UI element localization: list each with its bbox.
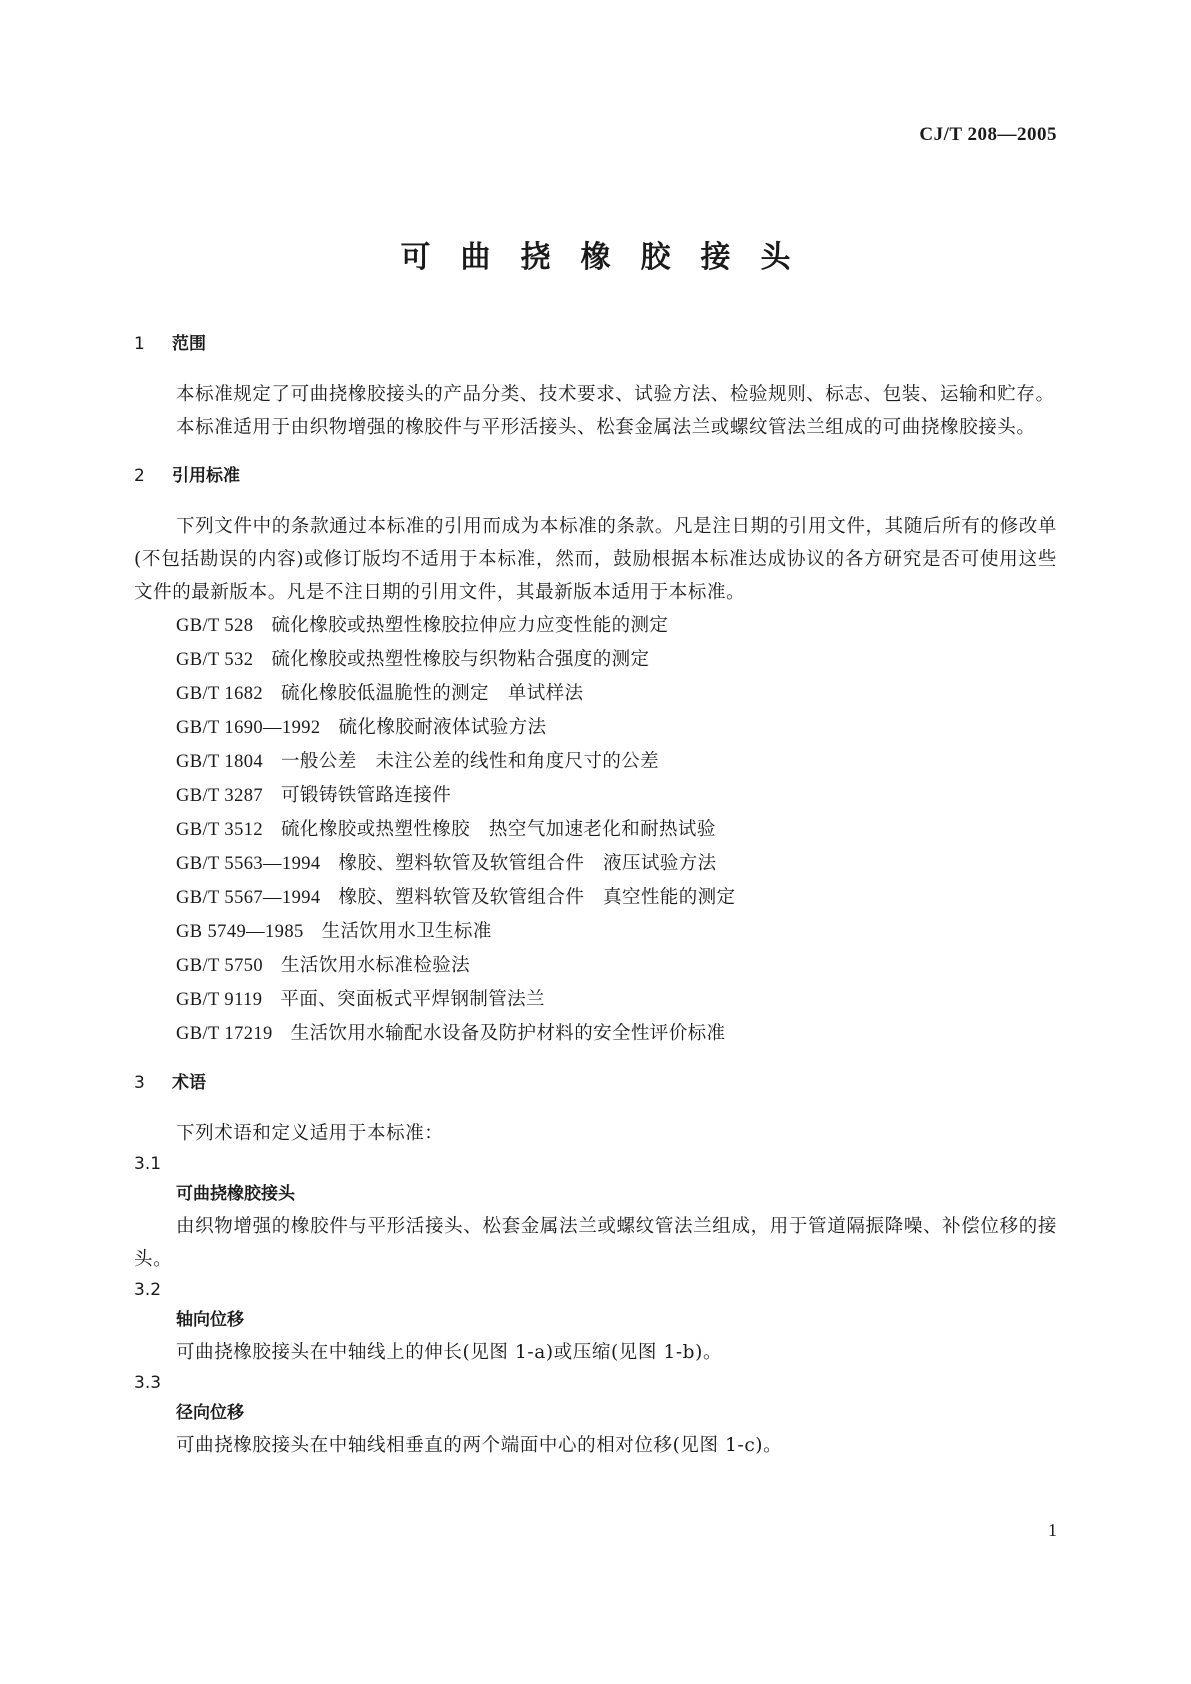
terms-intro: 下列术语和定义适用于本标准： [176,1123,444,1144]
term-definition: 由织物增强的橡胶件与平形活接头、松套金属法兰或螺纹管法兰组成，用于管道隔振降噪、补偿位移的接头。 [134,1216,1057,1270]
reference-code: GB/T 532 [176,650,254,670]
reference-item [134,711,1057,745]
reference-item [134,1017,1057,1051]
page-number: 1 [1048,1520,1057,1540]
reference-item [134,847,1057,881]
reference-code: GB/T 5567—1994 [176,888,321,908]
reference-code: GB/T 528 [176,616,254,636]
section-number: 3 [134,1073,145,1093]
reference-code: GB/T 1690—1992 [176,718,321,738]
document-body [134,332,1057,1462]
term-number: 3.2 [134,1280,162,1300]
reference-item [134,949,1057,983]
term-name: 径向位移 [176,1403,244,1423]
reference-item [134,915,1057,949]
section-heading-scope [134,332,1057,356]
term-number: 3.3 [134,1373,162,1393]
reference-code: GB/T 1804 [176,752,264,772]
reference-code: GB 5749—1985 [176,922,304,942]
reference-title: 硫化橡胶低温脆性的测定 单试样法 [281,683,584,704]
section-heading-terms [134,1071,1057,1095]
reference-title: 生活饮用水卫生标准 [321,921,492,942]
term-number: 3.1 [134,1154,162,1174]
reference-item [134,745,1057,779]
section-heading-references [134,464,1057,488]
reference-item [134,779,1057,813]
standard-code: CJ/T 208—2005 [919,124,1057,145]
term-definition: 可曲挠橡胶接头在中轴线上的伸长(见图 1-a)或压缩(见图 1-b)。 [176,1342,723,1363]
reference-code: GB/T 9119 [176,990,263,1010]
reference-title: 平面、突面板式平焊钢制管法兰 [280,989,545,1010]
reference-title: 可锻铸铁管路连接件 [281,785,452,806]
term-name: 可曲挠橡胶接头 [176,1184,295,1204]
reference-item [134,609,1057,643]
reference-title: 一般公差 未注公差的线性和角度尺寸的公差 [281,751,660,772]
reference-list [134,609,1057,1051]
reference-item [134,677,1057,711]
reference-title: 生活饮用水标准检验法 [281,955,471,976]
reference-code: GB/T 3512 [176,820,264,840]
reference-code: GB/T 5750 [176,956,264,976]
scope-paragraph-2: 本标准适用于由织物增强的橡胶件与平形活接头、松套金属法兰或螺纹管法兰组成的可曲挠橡胶接头。 [176,417,1036,438]
reference-code: GB/T 1682 [176,684,264,704]
reference-item [134,881,1057,915]
reference-title: 橡胶、塑料软管及软管组合件 液压试验方法 [338,853,717,874]
section-title: 范围 [172,334,206,354]
term-definition: 可曲挠橡胶接头在中轴线相垂直的两个端面中心的相对位移(见图 1-c)。 [176,1435,783,1456]
section-title: 引用标准 [172,466,240,486]
section-number: 2 [134,466,145,486]
section-number: 1 [134,334,145,354]
reference-title: 硫化橡胶或热塑性橡胶与织物粘合强度的测定 [271,649,650,670]
reference-title: 硫化橡胶或热塑性橡胶拉伸应力应变性能的测定 [271,615,669,636]
reference-title: 硫化橡胶或热塑性橡胶 热空气加速老化和耐热试验 [281,819,716,840]
reference-title: 生活饮用水输配水设备及防护材料的安全性评价标准 [290,1023,726,1044]
term-name: 轴向位移 [176,1310,244,1330]
references-intro: 下列文件中的条款通过本标准的引用而成为本标准的条款。凡是注日期的引用文件，其随后所有的修改单(不包括勘误的内容)或修订版均不适用于本标准，然而，鼓励根据本标准达成协议的各方研究是否可使用这些文件的最新版本。凡是不注日期的引用文件，其最新版本适用于本标准。 [134,516,1057,603]
reference-title: 硫化橡胶耐液体试验方法 [338,717,547,738]
reference-code: GB/T 17219 [176,1024,273,1044]
document-title: 可曲挠橡胶接头 [400,240,821,275]
reference-code: GB/T 3287 [176,786,264,806]
section-title: 术语 [172,1073,206,1093]
reference-code: GB/T 5563—1994 [176,854,321,874]
reference-item [134,643,1057,677]
reference-title: 橡胶、塑料软管及软管组合件 真空性能的测定 [338,887,736,908]
scope-paragraph-1: 本标准规定了可曲挠橡胶接头的产品分类、技术要求、试验方法、检验规则、标志、包装、运输和贮存。 [176,384,1055,405]
reference-item [134,813,1057,847]
reference-item [134,983,1057,1017]
